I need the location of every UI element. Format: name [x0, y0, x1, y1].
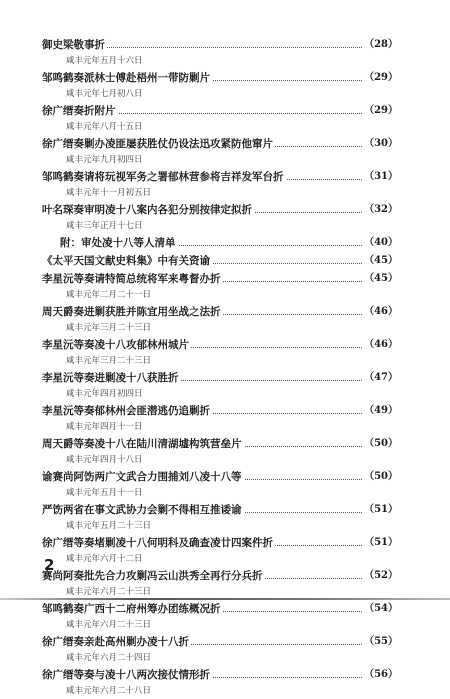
toc-entry	[0, 336, 450, 369]
toc-entry-line	[0, 567, 450, 585]
toc-entry-date: 咸丰元年六月二十四日	[66, 653, 152, 663]
toc-entry-page: （50）	[362, 435, 398, 453]
toc-entry-line	[0, 468, 450, 486]
toc-entry	[0, 435, 450, 468]
toc-entry-page: （32）	[362, 201, 398, 219]
toc-entry-line	[0, 234, 450, 252]
toc-entry-page: （55）	[362, 633, 398, 651]
toc-entry-date: 咸丰元年六月二十三日	[66, 587, 152, 597]
toc-entry-title: 李星沅等奏凌十八攻郁林州城片	[42, 336, 191, 354]
toc-entry-title: 李星沅等奏郁林州会匪潜逃仍追剿折	[42, 402, 212, 420]
toc-entry-page: （47）	[362, 369, 398, 387]
toc-entry-title: 李星沅等奏请特简总统将军来粤督办折	[42, 270, 223, 288]
toc-entry-date: 咸丰元年八月十五日	[66, 122, 143, 132]
toc-entry-page: （56）	[362, 666, 398, 684]
page-number: 2	[44, 556, 55, 574]
toc-entry-line	[0, 501, 450, 519]
toc-entry-title: 徐广缙奏亲赴高州剿办凌十八折	[42, 633, 191, 651]
toc-entry-date: 咸丰元年四月十一日	[66, 422, 143, 432]
toc-entry-line	[0, 270, 450, 288]
toc-entry-title: 徐广缙奏折附片	[42, 102, 118, 120]
toc-entry-page: （50）	[362, 468, 398, 486]
toc-entry	[0, 234, 450, 252]
toc-entry	[0, 468, 450, 501]
toc-entry-title: 赛尚阿奏批先合力攻剿冯云山洪秀全再行分兵折	[42, 567, 265, 585]
toc-entry	[0, 666, 450, 699]
toc-entry-title: 邹鸣鹤奏请将玩视军务之署郁林营参将吉祥发军台折	[42, 168, 286, 186]
toc-entry	[0, 402, 450, 435]
toc-entry-line	[0, 600, 450, 618]
toc-entry-line	[0, 36, 450, 54]
toc-entry-date: 咸丰元年六月二十三日	[66, 620, 152, 630]
toc-entry-title: 李星沅等奏进剿凌十八获胜折	[42, 369, 181, 387]
toc-entry-title: 徐广缙等奏与凌十八两次接仗情形折	[42, 666, 212, 684]
toc-entry-date: 咸丰元年五月二十三日	[66, 521, 152, 531]
toc-entry	[0, 201, 450, 234]
toc-entry-line	[0, 336, 450, 354]
toc-entry	[0, 600, 450, 633]
toc-entry-page: （45）	[362, 252, 398, 270]
bottom-rule	[0, 598, 450, 600]
toc-entry-title: 邹鸣鹤奏派林士傅赴梧州一带防剿片	[42, 69, 212, 87]
toc-entry-page: （30）	[362, 135, 398, 153]
toc-entry-line	[0, 168, 450, 186]
toc-entry-title: 周天爵奏进剿获胜并陈宜用坐战之法折	[42, 303, 223, 321]
toc-entry	[0, 69, 450, 102]
toc-entry-page: （46）	[362, 303, 398, 321]
toc-entry	[0, 252, 450, 270]
toc-entry-page: （51）	[362, 501, 398, 519]
toc-entry-date: 咸丰元年九月初四日	[66, 155, 143, 165]
toc-entry	[0, 135, 450, 168]
toc-entry-page: （49）	[362, 402, 398, 420]
toc-entry	[0, 102, 450, 135]
toc-entry-title: 邹鸣鹤奏广西十二府州筹办团练概况折	[42, 600, 223, 618]
toc-entry-date: 咸丰元年三月二十三日	[66, 356, 152, 366]
toc-entry-line	[0, 201, 450, 219]
toc-entry	[0, 168, 450, 201]
toc-entry-line	[0, 252, 450, 270]
toc-entry-line	[0, 402, 450, 420]
toc-entry-line	[0, 435, 450, 453]
toc-entry	[0, 36, 450, 69]
toc-entry-date: 咸丰元年六月二十八日	[66, 686, 152, 696]
toc-entry-date: 咸丰元年五月十六日	[66, 56, 143, 66]
toc-entry-title: 严饬两省在事文武协力会剿不得相互推诿谕	[42, 501, 244, 519]
toc-entry-page: （46）	[362, 336, 398, 354]
toc-entry-title: 周天爵等奏凌十八在陆川清湖墟构筑营垒片	[42, 435, 244, 453]
toc-entry	[0, 369, 450, 402]
toc-entry-line	[0, 633, 450, 651]
toc-entry-page: （51）	[362, 534, 398, 552]
toc-entry-page: （29）	[362, 69, 398, 87]
toc-entry-line	[0, 666, 450, 684]
toc-entry-title: 叶名琛奏审明凌十八案内各犯分别按律定拟折	[42, 201, 254, 219]
toc-entry-page: （31）	[362, 168, 398, 186]
toc-entry	[0, 567, 450, 600]
toc-entry-line	[0, 369, 450, 387]
toc-entry-page: （28）	[362, 36, 398, 54]
toc-entry-title: 徐广缙奏剿办凌匪屡获胜仗仍设法迅攻紧防他窜片	[42, 135, 275, 153]
toc-entry	[0, 633, 450, 666]
toc-entry-page: （52）	[362, 567, 398, 585]
toc-entry-line	[0, 303, 450, 321]
toc-entry-title: 附：审处凌十八等人清单	[60, 234, 178, 252]
toc-entry-title: 御史梁敬事折	[42, 36, 107, 54]
toc-entry-title: 《太平天国文献史料集》中有关资谕	[42, 252, 212, 270]
toc-entry-page: （45）	[362, 270, 398, 288]
toc-entry-line	[0, 135, 450, 153]
toc-entry-line	[0, 69, 450, 87]
toc-entry-page: （40）	[362, 234, 398, 252]
toc-entry-date: 咸丰三年正月十七日	[66, 221, 143, 231]
toc-entry-page: （29）	[362, 102, 398, 120]
toc-entry-page: （54）	[362, 600, 398, 618]
toc-entry-line	[0, 102, 450, 120]
toc-entry-line	[0, 534, 450, 552]
toc-entry-date: 咸丰元年七月初八日	[66, 89, 143, 99]
toc-entry-date: 咸丰元年二月二十一日	[66, 290, 152, 300]
toc-entry-date: 咸丰元年六月十二日	[66, 554, 143, 564]
toc-entry-date: 咸丰元年四月初四日	[66, 389, 143, 399]
toc-entry	[0, 270, 450, 303]
toc-entry	[0, 501, 450, 534]
toc-entry	[0, 534, 450, 567]
toc-entry-date: 咸丰元年十一月初五日	[66, 188, 152, 198]
toc-entry-title: 徐广缙等奏堵剿凌十八何明科及确查凌廿四案件折	[42, 534, 275, 552]
toc-entry	[0, 303, 450, 336]
toc-entry-date: 咸丰元年三月二十三日	[66, 323, 152, 333]
toc-entry-date: 咸丰元年五月十一日	[66, 488, 143, 498]
toc-entry-date: 咸丰元年四月十八日	[66, 455, 143, 465]
toc-entry-title: 谕赛尚阿饬两广文武合力围捕刘八凌十八等	[42, 468, 244, 486]
